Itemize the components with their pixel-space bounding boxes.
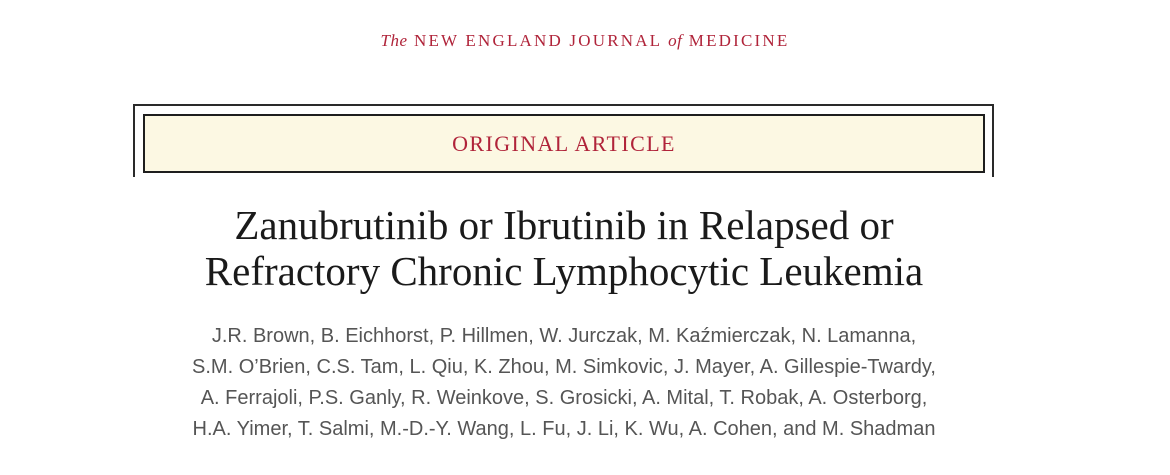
author-line: A. Ferrajoli, P.S. Ganly, R. Weinkove, S. Grosicki, A. Mital, T. Robak, A. Osterborg, xyxy=(200,387,928,409)
journal-prefix: The xyxy=(380,31,408,50)
journal-name-part2: MEDICINE xyxy=(688,31,790,50)
journal-masthead xyxy=(0,31,1170,51)
article-type-banner xyxy=(143,114,985,173)
author-line: J.R. Brown, B. Eichhorst, P. Hillmen, W. Jurczak, M. Kaźmierczak, N. Lamanna, xyxy=(211,325,917,347)
title-line: Refractory Chronic Lymphocytic Leukemia xyxy=(204,248,924,294)
author-list xyxy=(0,321,1128,445)
journal-name-part1: NEW ENGLAND JOURNAL xyxy=(413,31,662,50)
journal-connector: of xyxy=(668,31,683,50)
article-title xyxy=(0,202,1128,294)
article-type-label: ORIGINAL ARTICLE xyxy=(452,130,676,156)
title-line: Zanubrutinib or Ibrutinib in Relapsed or xyxy=(234,202,894,248)
author-line: S.M. O’Brien, C.S. Tam, L. Qiu, K. Zhou, M. Simkovic, J. Mayer, A. Gillespie-Twardy, xyxy=(192,356,936,378)
author-line: H.A. Yimer, T. Salmi, M.-D.-Y. Wang, L. Fu, J. Li, K. Wu, A. Cohen, and M. Shadman xyxy=(192,418,936,440)
